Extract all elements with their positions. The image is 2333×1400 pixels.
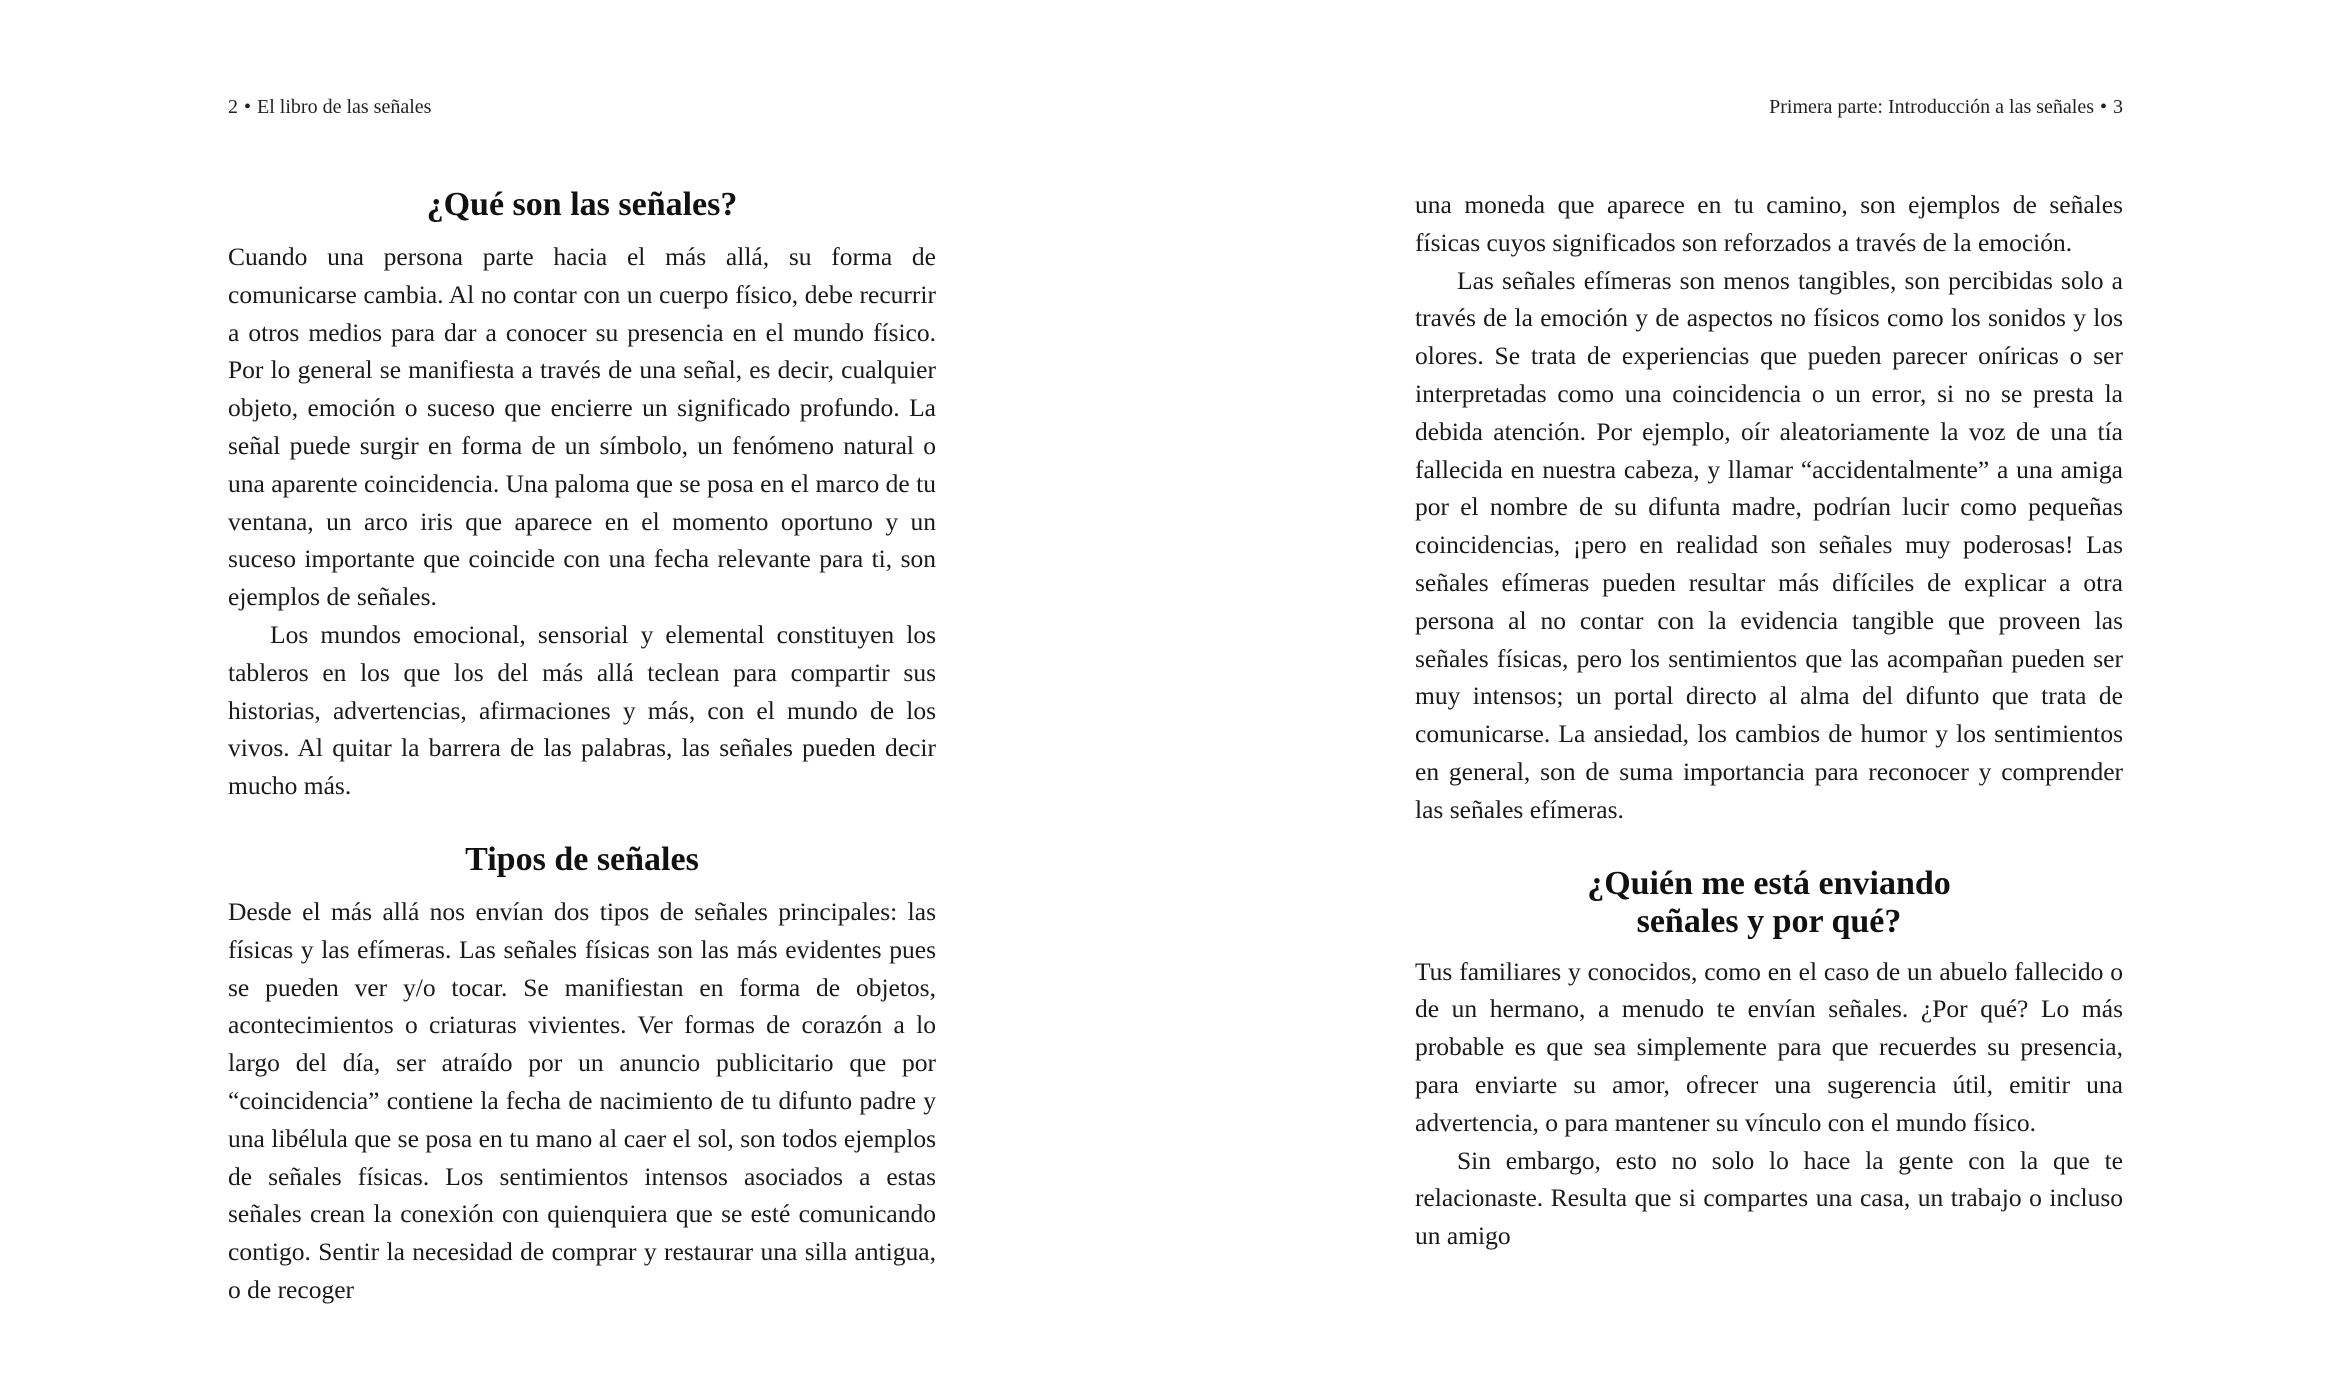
body-paragraph: Cuando una persona parte hacia el más allá, su forma de comunicarse cambia. Al no contar con un cuerpo físico, debe recurrir a otros medios para dar a conocer su presencia en el mundo físico. Por lo general se manifiesta a través de una señal, es decir, cualquier objeto, emoción o suceso que encierre un significado profundo. La señal puede surgir en forma de un símbolo, un fenómeno natural o una aparente coincidencia. Una paloma que se posa en el marco de tu ventana, un arco iris que aparece en el momento oportuno y un suceso importante que coincide con una fecha relevante para ti, son ejemplos de señales. [228, 242, 936, 612]
book-title: El libro de las señales [257, 96, 432, 118]
left-page-number: 2 [228, 96, 238, 118]
right-page [1415, 0, 2123, 1400]
right-page-number: 3 [2113, 96, 2123, 118]
section-heading-line-2: señales y por qué? [1636, 902, 1902, 940]
body-paragraph: Los mundos emocional, sensorial y elemental constituyen los tableros en los que los del más allá teclean para compartir sus historias, advertencias, afirmaciones y más, con el mundo de los vivos. Al quitar la barrera de las palabras, las señales pueden decir mucho más. [228, 619, 936, 801]
part-title: Primera parte: Introducción a las señales [1769, 96, 2094, 118]
section-heading-line-1: ¿Quién me está enviando [1587, 864, 1951, 902]
section-heading-quien [1415, 865, 2123, 941]
section-spacer [1415, 829, 2123, 865]
section-spacer [228, 805, 936, 841]
section-heading-que-son: ¿Qué son las señales? [426, 186, 738, 223]
right-page-content [1415, 186, 2123, 1255]
left-page [228, 0, 936, 1400]
right-running-head [1415, 94, 2123, 120]
left-running-head-bullet: • [244, 96, 252, 118]
body-paragraph: Desde el más allá nos envían dos tipos de señales principales: las físicas y las efímeras. Las señales físicas son las más evidentes pues se pueden ver y/o tocar. Se manifiestan en forma de objetos, acontecimientos o criaturas vivientes. Ver formas de corazón a lo largo del día, ser atraído por un anuncio publicitario que por “coincidencia” contiene la fecha de nacimiento de tu difunto padre y una libélula que se posa en tu mano al caer el sol, son todos ejemplos de señales físicas. Los sentimientos intensos asociados a estas señales crean la conexión con quienquiera que se esté comunicando contigo. Sentir la necesidad de comprar y restaurar una silla antigua, o de recoger [228, 896, 936, 1304]
left-running-head [228, 94, 936, 120]
body-paragraph: Las señales efímeras son menos tangibles, son percibidas solo a través de la emoción y de aspectos no físicos como los sonidos y los olores. Se trata de experiencias que pueden parecer oníricas o ser interpretadas como una coincidencia o un error, si no se presta la debida atención. Por ejemplo, oír aleatoriamente la voz de una tía fallecida en nuestra cabeza, y llamar “accidentalmente” a una amiga por el nombre de su difunta madre, podrían lucir como pequeñas coincidencias, ¡pero en realidad son señales muy poderosas! Las señales efímeras pueden resultar más difíciles de explicar a otra persona al no contar con la evidencia tangible que proveen las señales físicas, pero los sentimientos que las acompañan pueden ser muy intensos; un portal directo al alma del difunto que trata de comunicarse. La ansiedad, los cambios de humor y los sentimientos en general, son de suma importancia para reconocer y comprender las señales efímeras. [1415, 265, 2123, 824]
body-paragraph: Sin embargo, esto no solo lo hace la gente con la que te relacionaste. Resulta que si compartes una casa, un trabajo o incluso un amigo [1415, 1145, 2123, 1251]
body-paragraph: una moneda que aparece en tu camino, son ejemplos de señales físicas cuyos significados son reforzados a través de la emoción. [1415, 190, 2123, 257]
right-running-head-bullet: • [2099, 96, 2107, 118]
section-heading-tipos: Tipos de señales [465, 840, 699, 878]
body-paragraph: Tus familiares y conocidos, como en el caso de un abuelo fallecido o de un hermano, a menudo te envían señales. ¿Por qué? Lo más probable es que sea simplemente para que recuerdes su presencia, para enviarte su amor, ofrecer una sugerencia útil, emitir una advertencia, o para mantener su vínculo con el mundo físico. [1415, 956, 2123, 1137]
left-page-content [228, 186, 936, 1309]
